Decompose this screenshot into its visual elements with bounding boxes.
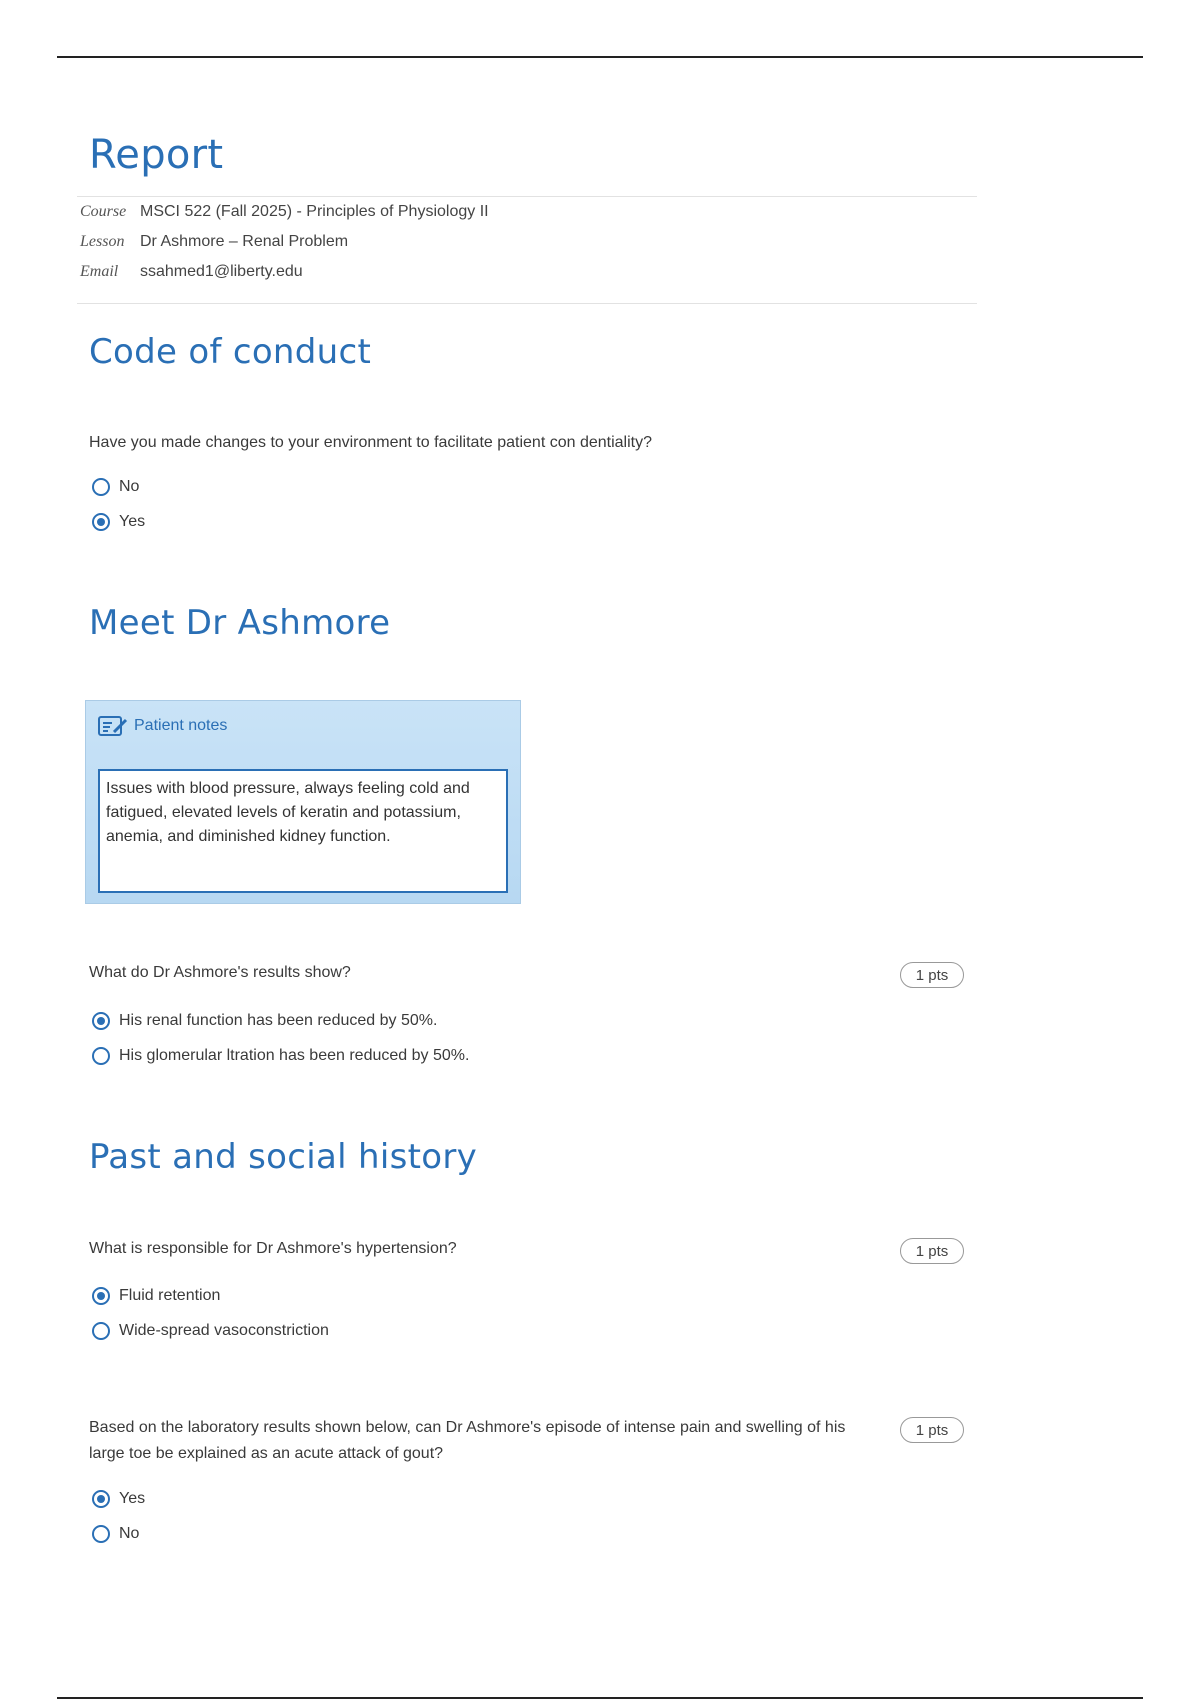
patient-notes-panel (85, 700, 521, 904)
option-label: No (119, 478, 140, 495)
radio-button-selected[interactable] (92, 1012, 110, 1030)
option-label: No (119, 1525, 140, 1542)
option-label: His renal function has been reduced by 50%. (119, 1012, 438, 1029)
divider (77, 303, 977, 304)
meta-value: Dr Ashmore – Renal Problem (140, 233, 349, 250)
option-yes[interactable] (92, 513, 145, 531)
option-vasoconstriction[interactable] (92, 1322, 329, 1340)
radio-button[interactable] (92, 1322, 110, 1340)
question-text: Have you made changes to your environment to facilitate patient con dentiality? (89, 434, 652, 451)
question-text: What is responsible for Dr Ashmore's hypertension? (89, 1240, 457, 1257)
meta-lesson (80, 232, 348, 252)
option-no[interactable] (92, 1525, 139, 1543)
radio-button[interactable] (92, 1525, 110, 1543)
section-title-history: Past and social history (89, 1137, 478, 1177)
notes-icon (98, 715, 128, 737)
top-rule (57, 56, 1143, 58)
option-yes[interactable] (92, 1490, 145, 1508)
option-no[interactable] (92, 478, 139, 496)
option-glomerular[interactable] (92, 1047, 469, 1065)
option-label: Yes (119, 513, 146, 530)
option-label: Fluid retention (119, 1287, 221, 1304)
patient-notes-text: Issues with blood pressure, always feeling cold and fatigued, elevated levels of keratin and potassium, anemia, and diminished kidney function. (98, 769, 508, 893)
option-label: Yes (119, 1490, 146, 1507)
patient-notes-title: Patient notes (134, 717, 228, 734)
points-badge: 1 pts (900, 1417, 964, 1443)
patient-notes-header (98, 715, 227, 737)
meta-value: MSCI 522 (Fall 2025) - Principles of Physiology II (140, 203, 489, 220)
meta-key: Lesson (80, 233, 125, 250)
question-text: What do Dr Ashmore's results show? (89, 964, 351, 981)
section-title-meet: Meet Dr Ashmore (89, 603, 391, 643)
page-title: Report (89, 132, 224, 178)
meta-value: ssahmed1@liberty.edu (140, 263, 303, 280)
meta-course (80, 202, 489, 222)
divider (77, 196, 977, 197)
radio-button-selected[interactable] (92, 513, 110, 531)
radio-button-selected[interactable] (92, 1287, 110, 1305)
radio-button-selected[interactable] (92, 1490, 110, 1508)
option-label: Wide-spread vasoconstriction (119, 1322, 329, 1339)
section-title-conduct: Code of conduct (89, 332, 372, 372)
meta-key: Course (80, 203, 127, 220)
radio-button[interactable] (92, 1047, 110, 1065)
meta-key: Email (80, 263, 119, 280)
points-badge: 1 pts (900, 962, 964, 988)
option-fluid[interactable] (92, 1287, 220, 1305)
radio-button[interactable] (92, 478, 110, 496)
option-label: His glomerular ltration has been reduced by 50%. (119, 1047, 470, 1064)
points-badge: 1 pts (900, 1238, 964, 1264)
question-text: Based on the laboratory results shown below, can Dr Ashmore's episode of intense pain and swelling of his large toe be explained as an acute attack of gout? (89, 1419, 846, 1462)
option-renal[interactable] (92, 1012, 437, 1030)
meta-email (80, 262, 303, 282)
bottom-rule (57, 1697, 1143, 1699)
